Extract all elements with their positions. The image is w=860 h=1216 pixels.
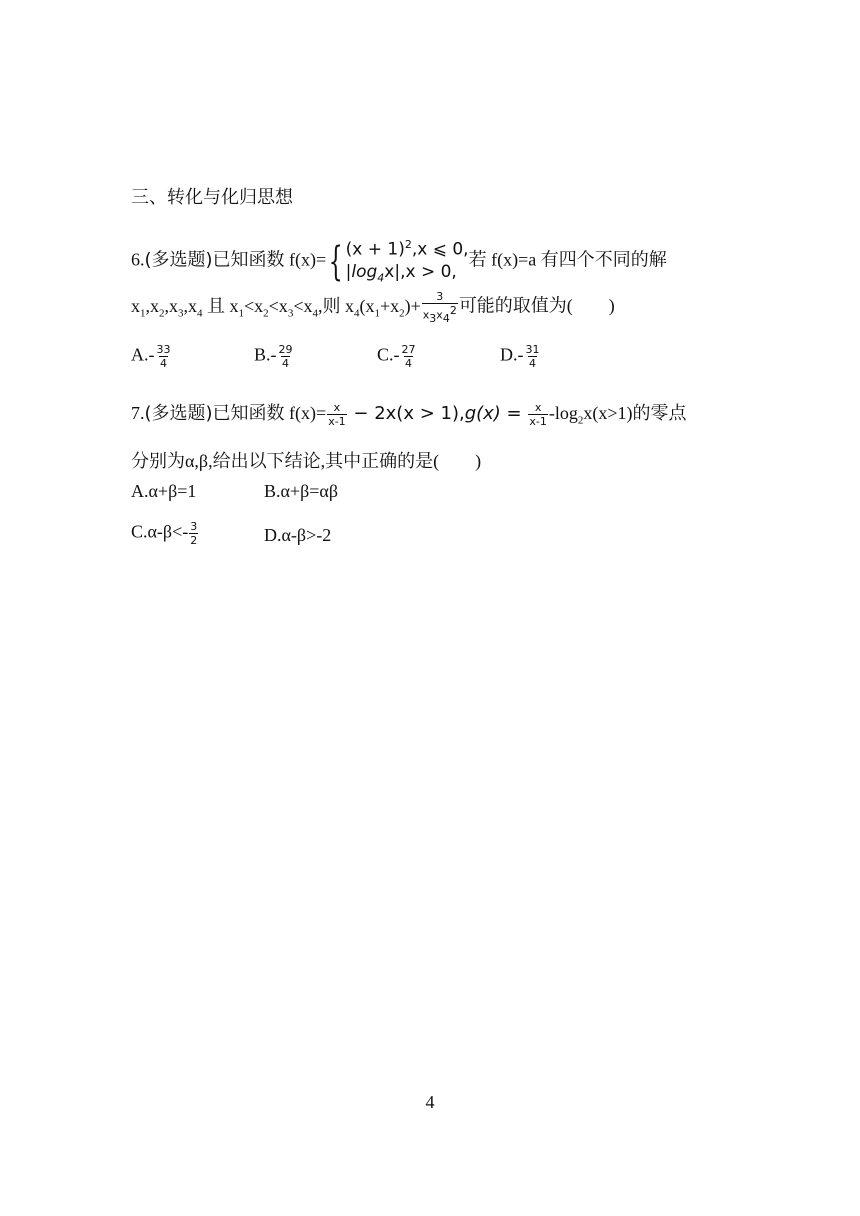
q6-option-a: A.- $\frac{33}{4}$ <box>131 343 171 370</box>
q6-case1: $(x + 1)^2,x$ ⩽ 0, <box>345 238 469 260</box>
page-number: 4 <box>425 1092 435 1112</box>
q7-log-sub: 2 <box>577 414 584 427</box>
q7-text-a: 已知函数 f(x)= <box>212 403 327 423</box>
q6-option-b: B.- $\frac{29}{4}$ <box>254 343 293 370</box>
q6-text-b: 若 f(x)=a 有四个不同的解 <box>468 249 667 270</box>
q7-g: g(x) <box>464 403 501 424</box>
q6-vars: $x_1,x_2,x_3,x_4$ 且 $x_1<x_2<x_3<x_4$,则 $x_4(x_1+x_2)+$ <box>131 295 421 320</box>
q7-fraction-2: $\frac{x}{x-1}$ <box>529 401 547 429</box>
q7-number: 7. <box>131 403 145 423</box>
q6-line1 <box>131 234 667 289</box>
q7-option-b: B.α+β=αβ <box>264 481 338 501</box>
section-heading: 三、转化与化归思想 <box>131 187 293 208</box>
q7-text-c: = <box>500 403 528 424</box>
q6-option-d: D.- $\frac{31}{4}$ <box>500 343 540 370</box>
q7-line2: 分别为α,β,给出以下结论,其中正确的是( ) <box>131 451 482 471</box>
q6-case2: $|\log_4x|,x > 0$, <box>345 261 457 285</box>
q6-text-a: 已知函数 f(x)= <box>212 249 327 270</box>
q6-piecewise <box>346 234 469 289</box>
q7-option-d: D.α-β>-2 <box>264 525 332 545</box>
left-brace: { <box>328 238 343 285</box>
q7-line1 <box>131 401 686 433</box>
q7-option-a: A.α+β=1 <box>131 481 197 501</box>
q7-text-d: -log <box>548 403 578 423</box>
q7-text-b: − 2x(x > 1), <box>347 403 465 424</box>
q6-tag: (多选题) <box>144 249 213 271</box>
q6-line2 <box>131 290 615 325</box>
q6-fraction: $\frac{3}{x_3x_4^2}$ <box>422 290 457 325</box>
q7-option-c: C.α-β<- $\frac{3}{2}$ <box>131 520 198 547</box>
q7-fraction-1: $\frac{x}{x-1}$ <box>328 401 346 429</box>
q6-text-c: 可能的取值为( ) <box>458 295 615 316</box>
q6-number: 6. <box>131 249 145 270</box>
q7-tag: (多选题) <box>144 403 213 424</box>
q7-text-e: x(x>1)的零点 <box>583 403 687 423</box>
q6-option-c: C.- $\frac{27}{4}$ <box>377 343 416 370</box>
